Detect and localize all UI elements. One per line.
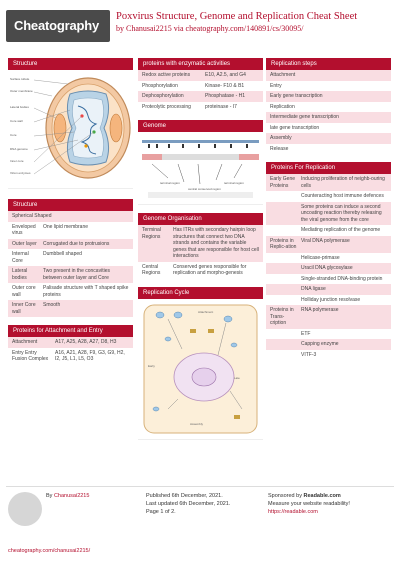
table-row — [8, 348, 133, 365]
row-value: Smooth — [43, 302, 61, 308]
section-header: proteins with enzymatic activities — [138, 58, 263, 70]
structure-diagram-box — [8, 58, 133, 189]
updated-date: Last updated 6th December, 2021. — [146, 501, 231, 507]
svg-text:Virion enzymes: Virion enzymes — [10, 171, 31, 175]
section-header: Genome Organisation — [138, 213, 263, 225]
row-key: Early Gene Proteins — [270, 176, 296, 189]
row-value: E10, A2.5, and G4 — [205, 72, 246, 78]
row-key: Internal Core — [12, 251, 29, 264]
row-value: Dumbbell shaped — [43, 251, 82, 257]
footer-divider — [6, 486, 394, 487]
svg-text:Lateral bodies: Lateral bodies — [10, 105, 29, 109]
table-row — [8, 337, 133, 348]
column-2 — [138, 58, 263, 448]
row-key: Attachment — [12, 339, 38, 345]
table-row — [266, 329, 391, 340]
author-avatar — [8, 492, 42, 526]
sponsor-url[interactable]: https://readable.com — [268, 509, 318, 515]
row-key: Proteins in Replic-ation — [270, 237, 297, 250]
logo-text: Cheatography — [14, 18, 100, 33]
section-header: Genome — [138, 120, 263, 132]
svg-text:Core: Core — [10, 133, 17, 137]
row-value: VITF-3 — [301, 351, 317, 358]
row-value: Single-stranded DNA-binding protein — [301, 275, 383, 282]
author-link[interactable]: Chanusai2215 — [53, 493, 90, 499]
table-row — [8, 266, 133, 283]
table-row — [266, 305, 391, 329]
row-value: proteinase - I7 — [205, 103, 237, 110]
svg-text:Core wall: Core wall — [10, 119, 23, 123]
svg-text:Late: Late — [234, 375, 240, 380]
list-item: Release — [270, 145, 289, 152]
row-key: Dephosphorylation — [142, 93, 184, 99]
genome-box — [138, 120, 263, 205]
row-value: Has ITRs with secondary hairpin loop structures that connect two DNA strands and contains the variable genes that are responsible for host cell interactions — [173, 227, 259, 259]
svg-text:Early: Early — [148, 363, 155, 368]
page-title: Poxvirus Structure, Genome and Replication Cheat Sheet — [116, 11, 358, 22]
table-row — [266, 253, 391, 264]
row-key: Terminal Regions — [142, 227, 161, 240]
row-value: Inducing proliferation of neighb-ouring cells — [301, 176, 385, 189]
table-row — [266, 174, 391, 191]
table-row — [8, 239, 133, 250]
row-key: Phosphorylation — [142, 82, 178, 89]
row-value: Viral DNA polymerase — [301, 237, 350, 244]
row-key: Redox active proteins — [142, 72, 191, 78]
row-key: Central Regions — [142, 263, 161, 276]
table-row — [8, 283, 133, 300]
organisation-table — [138, 213, 263, 279]
row-value: A16, A21, A28, F9, G3, G9, H2, I2, J5, L1, L5, O3 — [55, 349, 125, 362]
table-row — [266, 263, 391, 274]
table-row — [266, 191, 391, 202]
list-item: late gene transcription — [270, 124, 320, 131]
row-value: Holliday junction resolvase — [301, 296, 361, 303]
table-row — [266, 350, 391, 361]
row-value: Capping enzyme — [301, 341, 339, 347]
row-value: Some proteins can induce a second uncoating reaction thereby releasing the viral genome from the core — [301, 203, 382, 223]
replication-proteins-table — [266, 162, 391, 360]
list-item: Replication — [270, 103, 295, 110]
published-date: Published 6th December, 2021. — [146, 493, 223, 499]
svg-text:DNA genome: DNA genome — [10, 147, 28, 151]
table-row — [138, 102, 263, 113]
column-1 — [8, 58, 133, 373]
sponsor-info — [268, 492, 350, 516]
svg-text:central conserved region: central conserved region — [188, 187, 221, 191]
table-row — [8, 249, 133, 266]
svg-text:Outer membrane: Outer membrane — [10, 89, 33, 93]
table-row — [266, 225, 391, 236]
sponsor-prefix: Sponsored by — [268, 493, 302, 499]
table-row — [8, 300, 133, 317]
genome-diagram — [138, 132, 263, 205]
table-row: Spherical Shaped — [8, 211, 133, 222]
svg-text:Assembly: Assembly — [190, 421, 204, 426]
publish-info — [146, 492, 230, 516]
page-subtitle[interactable]: by Chanusai2215 via cheatography.com/140891/cs/30095/ — [116, 24, 304, 33]
row-value: Counteracting host immune defences — [301, 193, 384, 199]
table-row — [266, 284, 391, 295]
section-header: Replication steps — [266, 58, 391, 70]
top-bar — [0, 0, 400, 52]
by-label: By — [46, 493, 53, 499]
steps-list — [266, 58, 391, 154]
svg-text:Attachment: Attachment — [198, 309, 214, 314]
row-value: Helicase-primase — [301, 254, 340, 261]
table-row — [266, 236, 391, 253]
section-header: Structure — [8, 199, 133, 211]
table-row — [8, 222, 133, 239]
table-row — [138, 225, 263, 262]
section-header: Proteins For Replication — [266, 162, 391, 174]
row-key: Proteolytic processing — [142, 103, 191, 110]
section-header: Replication Cycle — [138, 287, 263, 299]
row-value: Two present in the concavities between outer layer and Core — [43, 268, 110, 281]
page-number: Page 1 of 2. — [146, 509, 176, 515]
row-key: Enveloped virus — [12, 223, 36, 236]
table-row — [138, 262, 263, 279]
sponsor-link[interactable]: Readable.com — [303, 493, 341, 499]
row-key: Lateral bodies — [12, 268, 28, 281]
replication-cycle-diagram — [138, 299, 263, 440]
label-surface-tubule: Surface tubule — [10, 77, 30, 81]
list-item: Attachment — [266, 70, 391, 81]
attachment-table — [8, 325, 133, 365]
table-row — [266, 274, 391, 285]
section-header: Structure — [8, 58, 133, 70]
row-key: Inner Core wall — [12, 302, 36, 315]
svg-text:Inner core: Inner core — [10, 159, 24, 163]
author-url[interactable]: cheatography.com/chanusai2215/ — [8, 548, 91, 554]
poxvirus-structure-diagram — [8, 70, 133, 189]
row-value: RNA polymerase — [301, 307, 339, 313]
list-item: Entry — [270, 82, 282, 89]
row-key: Entry Entry Fusion Complex — [12, 349, 49, 362]
table-row — [138, 91, 263, 102]
row-key: Outer layer — [12, 240, 37, 247]
section-header: Proteins for Attachment and Entry — [8, 325, 133, 337]
row-key: Proteins in Trans-cription — [270, 307, 294, 326]
row-value: Corrugated due to protrusions — [43, 240, 110, 247]
row-value: One lipid membrane — [43, 223, 89, 230]
list-item: Intermediate gene transcription — [266, 112, 391, 123]
enzymes-table — [138, 58, 263, 112]
row-value: A17, A25, A28, A27, D8, H3 — [55, 339, 117, 345]
row-value: Kinase- F10 & B1 — [205, 82, 245, 89]
table-row — [266, 202, 391, 226]
table-row — [138, 81, 263, 92]
svg-text:terminal region: terminal region — [224, 181, 244, 185]
table-row — [266, 339, 391, 350]
list-item: Early gene transcription — [266, 91, 391, 102]
row-value: Mediating replication of the genome — [301, 227, 381, 233]
svg-text:terminal region: terminal region — [160, 181, 180, 185]
row-value: ETF — [301, 330, 311, 337]
sponsor-text: Measure your website readability! — [268, 501, 350, 507]
row-value: Phosphatase - H1 — [205, 93, 246, 99]
list-item: Assembly — [266, 133, 391, 144]
cheatography-logo[interactable] — [6, 10, 110, 42]
row-value: Conserved genes responsible for replication and morpho-genesis — [173, 263, 247, 276]
row-value: Palisade structure with T shaped spike proteins — [43, 285, 129, 298]
structure-table — [8, 199, 133, 317]
row-key: Outer core wall — [12, 285, 36, 298]
table-row — [266, 295, 391, 306]
cycle-box — [138, 287, 263, 440]
table-row — [138, 70, 263, 81]
row-value: DNA ligase — [301, 286, 326, 292]
row-value: Uracil DNA glycosylase — [301, 265, 353, 271]
column-3 — [266, 58, 391, 368]
author-byline — [46, 492, 89, 500]
